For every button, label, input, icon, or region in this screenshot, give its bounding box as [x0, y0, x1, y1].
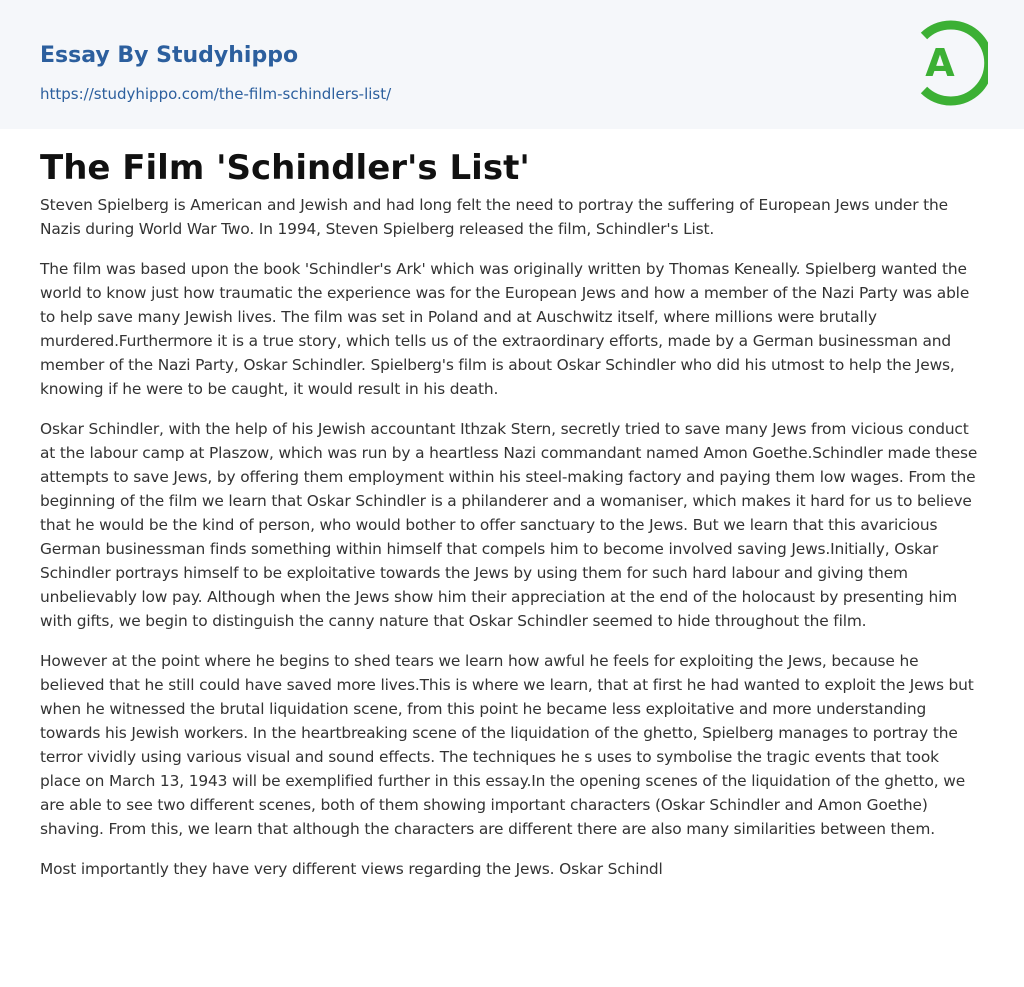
article-paragraph: Oskar Schindler, with the help of his Jewish accountant Ithzak Stern, secretly tried to save many Jews from vicious conduct at the labour camp at Plaszow, which was run by a heartless Nazi commandant named Amon Goethe.Schindler made these attempts to save Jews, by offering them employment within his steel-making factory and paying them low wages. From the beginning of the film we learn that Oskar Schindler is a philanderer and a womaniser, which makes it hard for us to believe that he would be the kind of person, who would bother to offer sanctuary to the Jews. But we learn that this avaricious German businessman finds something within himself that compels him to become involved saving Jews.Initially, Oskar Schindler portrays himself to be exploitative towards the Jews by using them for such hard labour and giving them unbelievably low pay. Although when the Jews show him their appreciation at the end of the holocaust by presenting him with gifts, we begin to distinguish the canny nature that Oskar Schindler seemed to hide throughout the film.: [40, 420, 978, 630]
page-title: The Film 'Schindler's List': [40, 148, 530, 188]
article-paragraph: The film was based upon the book 'Schindler's Ark' which was originally written by Thomas Keneally. Spielberg wanted the world to know just how traumatic the experience was for the European Jews and how a member of the Nazi Party was able to help save many Jewish lives. The film was set in Poland and at Auschwitz itself, where millions were brutally murdered.Furthermore it is a true story, which tells us of the extraordinary efforts, made by a German businessman and member of the Nazi Party, Oskar Schindler. Spielberg's film is about Oskar Schindler who did his utmost to help the Jews, knowing if he were to be caught, it would result in his death.: [40, 260, 970, 398]
article-paragraph: However at the point where he begins to shed tears we learn how awful he feels for exploiting the Jews, because he believed that he still could have saved more lives.This is where we learn, that at first he had wanted to exploit the Jews but when he witnessed the brutal liquidation scene, from this point he became less exploitative and more understanding towards his Jewish workers. In the heartbreaking scene of the liquidation of the ghetto, Spielberg manages to portray the terror vividly using various visual and sound effects. The techniques he s uses to symbolise the tragic events that took place on March 13, 1943 will be exemplified further in this essay.In the opening scenes of the liquidation of the ghetto, we are able to see two different scenes, both of them showing important characters (Oskar Schindler and Amon Goethe) shaving. From this, we learn that although the characters are different there are also many similarities between them.: [40, 652, 974, 838]
studyhippo-logo-icon[interactable]: [912, 20, 988, 106]
logo-letter: A: [925, 41, 955, 85]
article-body: [40, 193, 984, 881]
source-url-link[interactable]: https://studyhippo.com/the-film-schindlers-list/: [40, 85, 392, 103]
site-title: Essay By Studyhippo: [40, 43, 299, 68]
article-paragraph: Most importantly they have very different views regarding the Jews. Oskar Schindl: [40, 860, 663, 878]
article-paragraph: Steven Spielberg is American and Jewish and had long felt the need to portray the suffering of European Jews under the Nazis during World War Two. In 1994, Steven Spielberg released the film, Schindler's List.: [40, 196, 948, 238]
site-header: [0, 0, 1024, 129]
